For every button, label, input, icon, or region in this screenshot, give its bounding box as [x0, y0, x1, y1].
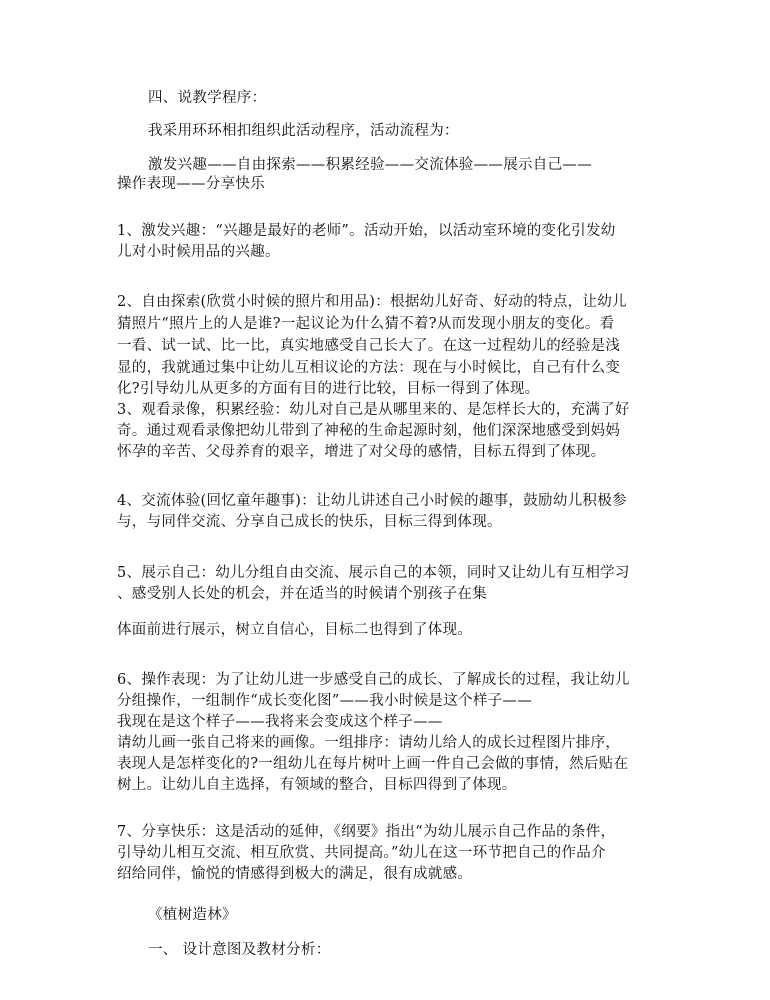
p6-line-3: 我现在是这个样子——我将来会变成这个样子—— [117, 714, 443, 730]
p2-line-1: 2、自由探索(欣赏小时候的照片和用品)：根据幼儿好奇、好动的特点，让幼儿 [117, 294, 627, 310]
p3-line-1: 3、观看录像，积累经验：幼儿对自己是从哪里来的、是怎样长大的，充满了好 [117, 402, 630, 418]
subsection-heading: 一、 设计意图及教材分析： [148, 942, 331, 958]
p1-line-2: 儿对小时候用品的兴趣。 [117, 244, 280, 260]
p7-line-2: 引导幼儿相互交流、相互欣赏、共同提高。”幼儿在这一环节把自己的作品介 [117, 845, 606, 861]
p4-line-2: 与，与同伴交流、分享自己成长的快乐，目标三得到体现。 [117, 514, 502, 530]
p4-line-1: 4、交流体验(回忆童年趣事)：让幼儿讲述自己小时候的趣事，鼓励幼儿积极参 [117, 493, 627, 509]
p2-line-4: 显的，我就通过集中让幼儿互相议论的方法：现在与小时候比，自己有什么变 [117, 360, 621, 376]
p6-line-5: 表现人是怎样变化的?一组幼儿在每片树叶上画一件自己会做的事情，然后贴在 [117, 756, 629, 772]
p6-line-1: 6、操作表现：为了让幼儿进一步感受自己的成长、了解成长的过程，我让幼儿 [117, 672, 630, 688]
p2-line-3: 一看、试一试、比一比，真实地感受自己长大了。在这一过程幼儿的经验是浅 [117, 338, 621, 354]
p5-line-3: 体面前进行展示，树立自信心，目标二也得到了体现。 [117, 622, 473, 638]
flow-line-2: 操作表现——分享快乐 [117, 176, 265, 192]
p3-line-2: 奇。通过观看录像把幼儿带到了神秘的生命起源时刻，他们深深地感受到妈妈 [117, 423, 621, 439]
p2-line-2: 猜照片“照片上的人是谁?一起议论为什么猜不着?从而发现小朋友的变化。看 [117, 316, 615, 332]
section-heading: 四、说教学程序： [148, 90, 267, 106]
p6-line-2: 分组操作，一组制作“成长变化图”——我小时候是这个样子—— [117, 693, 533, 709]
p5-line-2: 、感受别人长处的机会，并在适当的时候请个别孩子在集 [117, 586, 487, 602]
p3-line-3: 怀孕的辛苦、父母养育的艰辛，增进了对父母的感情，目标五得到了体现。 [117, 444, 606, 460]
p1-line-1: 1、激发兴趣：“兴趣是最好的老师”。活动开始，以活动室环境的变化引发幼 [117, 223, 616, 239]
intro-line: 我采用环环相扣组织此活动程序，活动流程为： [148, 123, 459, 139]
flow-line-1: 激发兴趣——自由探索——积累经验——交流体验——展示自己—— [148, 157, 592, 173]
p6-line-4: 请幼儿画一张自己将来的画像。一组排序：请幼儿给人的成长过程图片排序， [117, 735, 621, 751]
lesson-title: 《植树造林》 [148, 907, 237, 923]
p5-line-1: 5、展示自己：幼儿分组自由交流、展示自己的本领，同时又让幼儿有互相学习 [117, 565, 630, 581]
p6-line-6: 树上。让幼儿自主选择，有领域的整合，目标四得到了体现。 [117, 777, 517, 793]
p7-line-3: 绍给同伴，愉悦的情感得到极大的满足，很有成就感。 [117, 866, 473, 882]
p2-line-5: 化?引导幼儿从更多的方面有目的进行比较，目标一得到了体现。 [117, 381, 540, 397]
p7-line-1: 7、分享快乐：这是活动的延伸，《纲要》指出“为幼儿展示自己作品的条件， [117, 824, 616, 840]
